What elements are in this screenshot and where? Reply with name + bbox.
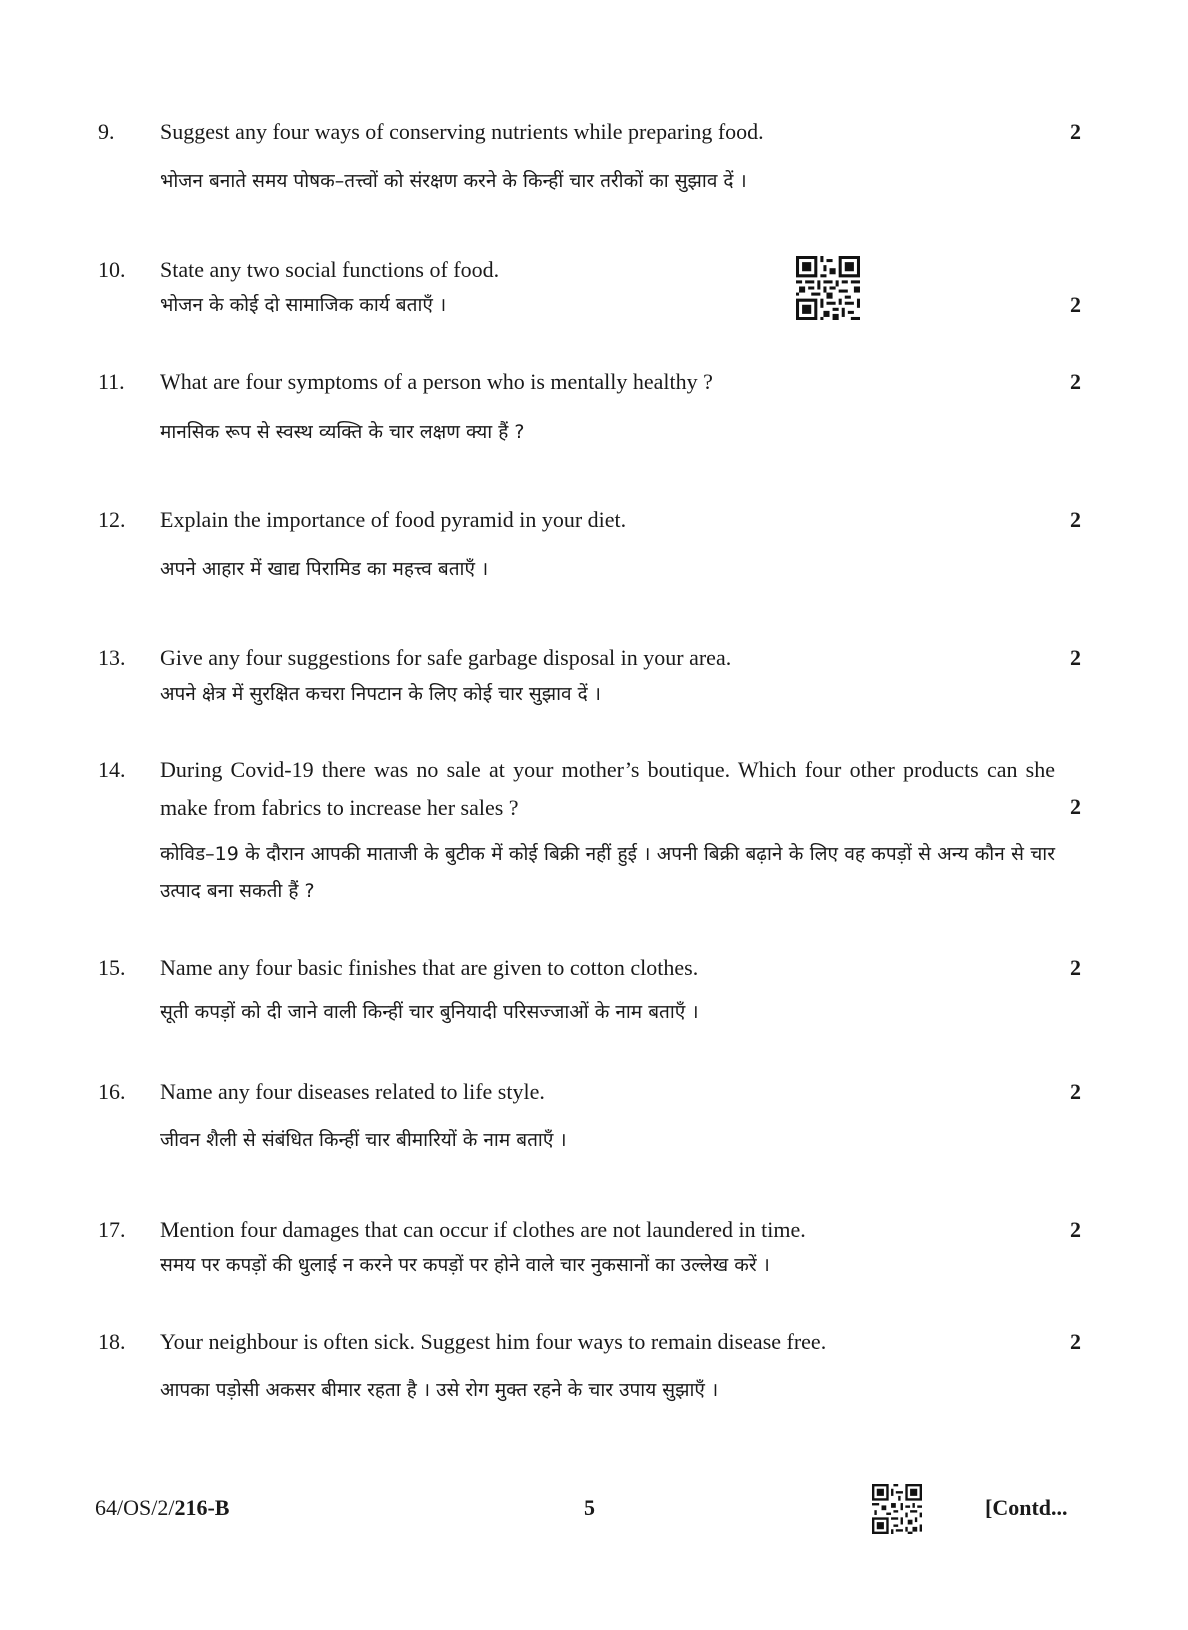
question-number: 10. — [98, 257, 126, 282]
qr-code-icon — [796, 256, 860, 320]
qr-code-icon — [872, 1484, 922, 1534]
question-marks: 2 — [1070, 645, 1081, 670]
question-number: 13. — [98, 645, 126, 670]
question-text-hindi: जीवन शैली से संबंधित किन्हीं चार बीमारियों के नाम बताएँ । — [160, 1129, 567, 1151]
question-text-hindi: अपने क्षेत्र में सुरक्षित कचरा निपटान के लिए कोई चार सुझाव दें । — [160, 683, 601, 705]
question-text-hindi: आपका पड़ोसी अकसर बीमार रहता है । उसे रोग मुक्त रहने के चार उपाय सुझाएँ । — [160, 1379, 719, 1401]
question-text-hindi: भोजन बनाते समय पोषक–तत्त्वों को संरक्षण करने के किन्हीं चार तरीकों का सुझाव दें । — [160, 170, 747, 192]
paper-code — [95, 1494, 229, 1522]
question-marks: 2 — [1070, 292, 1081, 317]
question-text-english: Name any four basic finishes that are given to cotton clothes. — [160, 955, 699, 980]
question-number: 18. — [98, 1329, 126, 1354]
question-text-hindi: मानसिक रूप से स्वस्थ व्यक्ति के चार लक्षण क्या हैं ? — [160, 421, 525, 443]
question-text-english: Name any four diseases related to life style. — [160, 1079, 545, 1104]
question-text-hindi: भोजन के कोई दो सामाजिक कार्य बताएँ । — [160, 294, 447, 316]
question-number: 11. — [98, 369, 125, 394]
question-marks: 2 — [1070, 955, 1081, 980]
question-marks: 2 — [1070, 794, 1081, 819]
continued-label: [Contd... — [985, 1495, 1068, 1520]
page-number: 5 — [584, 1495, 595, 1520]
question-marks: 2 — [1070, 507, 1081, 532]
question-text-hindi: अपने आहार में खाद्य पिरामिड का महत्त्व बताएँ । — [160, 558, 489, 580]
question-text-hindi: सूती कपड़ों को दी जाने वाली किन्हीं चार बुनियादी परिसज्जाओं के नाम बताएँ । — [160, 1001, 699, 1023]
question-text-english: During Covid-19 there was no sale at your mother’s boutique. Which four other products can she make from fabrics to increase her sales ? — [160, 757, 1055, 820]
question-text-english: Mention four damages that can occur if clothes are not laundered in time. — [160, 1217, 806, 1242]
question-text-english: What are four symptoms of a person who is mentally healthy ? — [160, 369, 713, 394]
question-number: 9. — [98, 119, 115, 144]
question-text-hindi: समय पर कपड़ों की धुलाई न करने पर कपड़ों पर होने वाले चार नुकसानों का उल्लेख करें । — [160, 1254, 770, 1276]
question-marks: 2 — [1070, 1079, 1081, 1104]
question-text-english: Suggest any four ways of conserving nutrients while preparing food. — [160, 119, 764, 144]
question-number: 15. — [98, 955, 126, 980]
question-text-english: Explain the importance of food pyramid in your diet. — [160, 507, 627, 532]
question-text-english: State any two social functions of food. — [160, 257, 500, 282]
question-marks: 2 — [1070, 1217, 1081, 1242]
question-text-english: Your neighbour is often sick. Suggest him four ways to remain disease free. — [160, 1329, 827, 1354]
question-number: 16. — [98, 1079, 126, 1104]
question-text-english: Give any four suggestions for safe garbage disposal in your area. — [160, 645, 732, 670]
paper-code-prefix: 64/OS/2/ — [95, 1495, 175, 1520]
question-number: 12. — [98, 507, 126, 532]
paper-code-suffix: 216-B — [174, 1495, 230, 1520]
question-marks: 2 — [1070, 369, 1081, 394]
question-marks: 2 — [1070, 1329, 1081, 1354]
question-number: 17. — [98, 1217, 126, 1242]
question-number: 14. — [98, 757, 126, 782]
question-marks: 2 — [1070, 119, 1081, 144]
question-text-hindi: कोविड–19 के दौरान आपकी माताजी के बुटीक में कोई बिक्री नहीं हुई । अपनी बिक्री बढ़ाने के लिए वह कपड़ों से अन्य कौन से चार उत्पाद बना सकती हैं ? — [160, 843, 1055, 902]
